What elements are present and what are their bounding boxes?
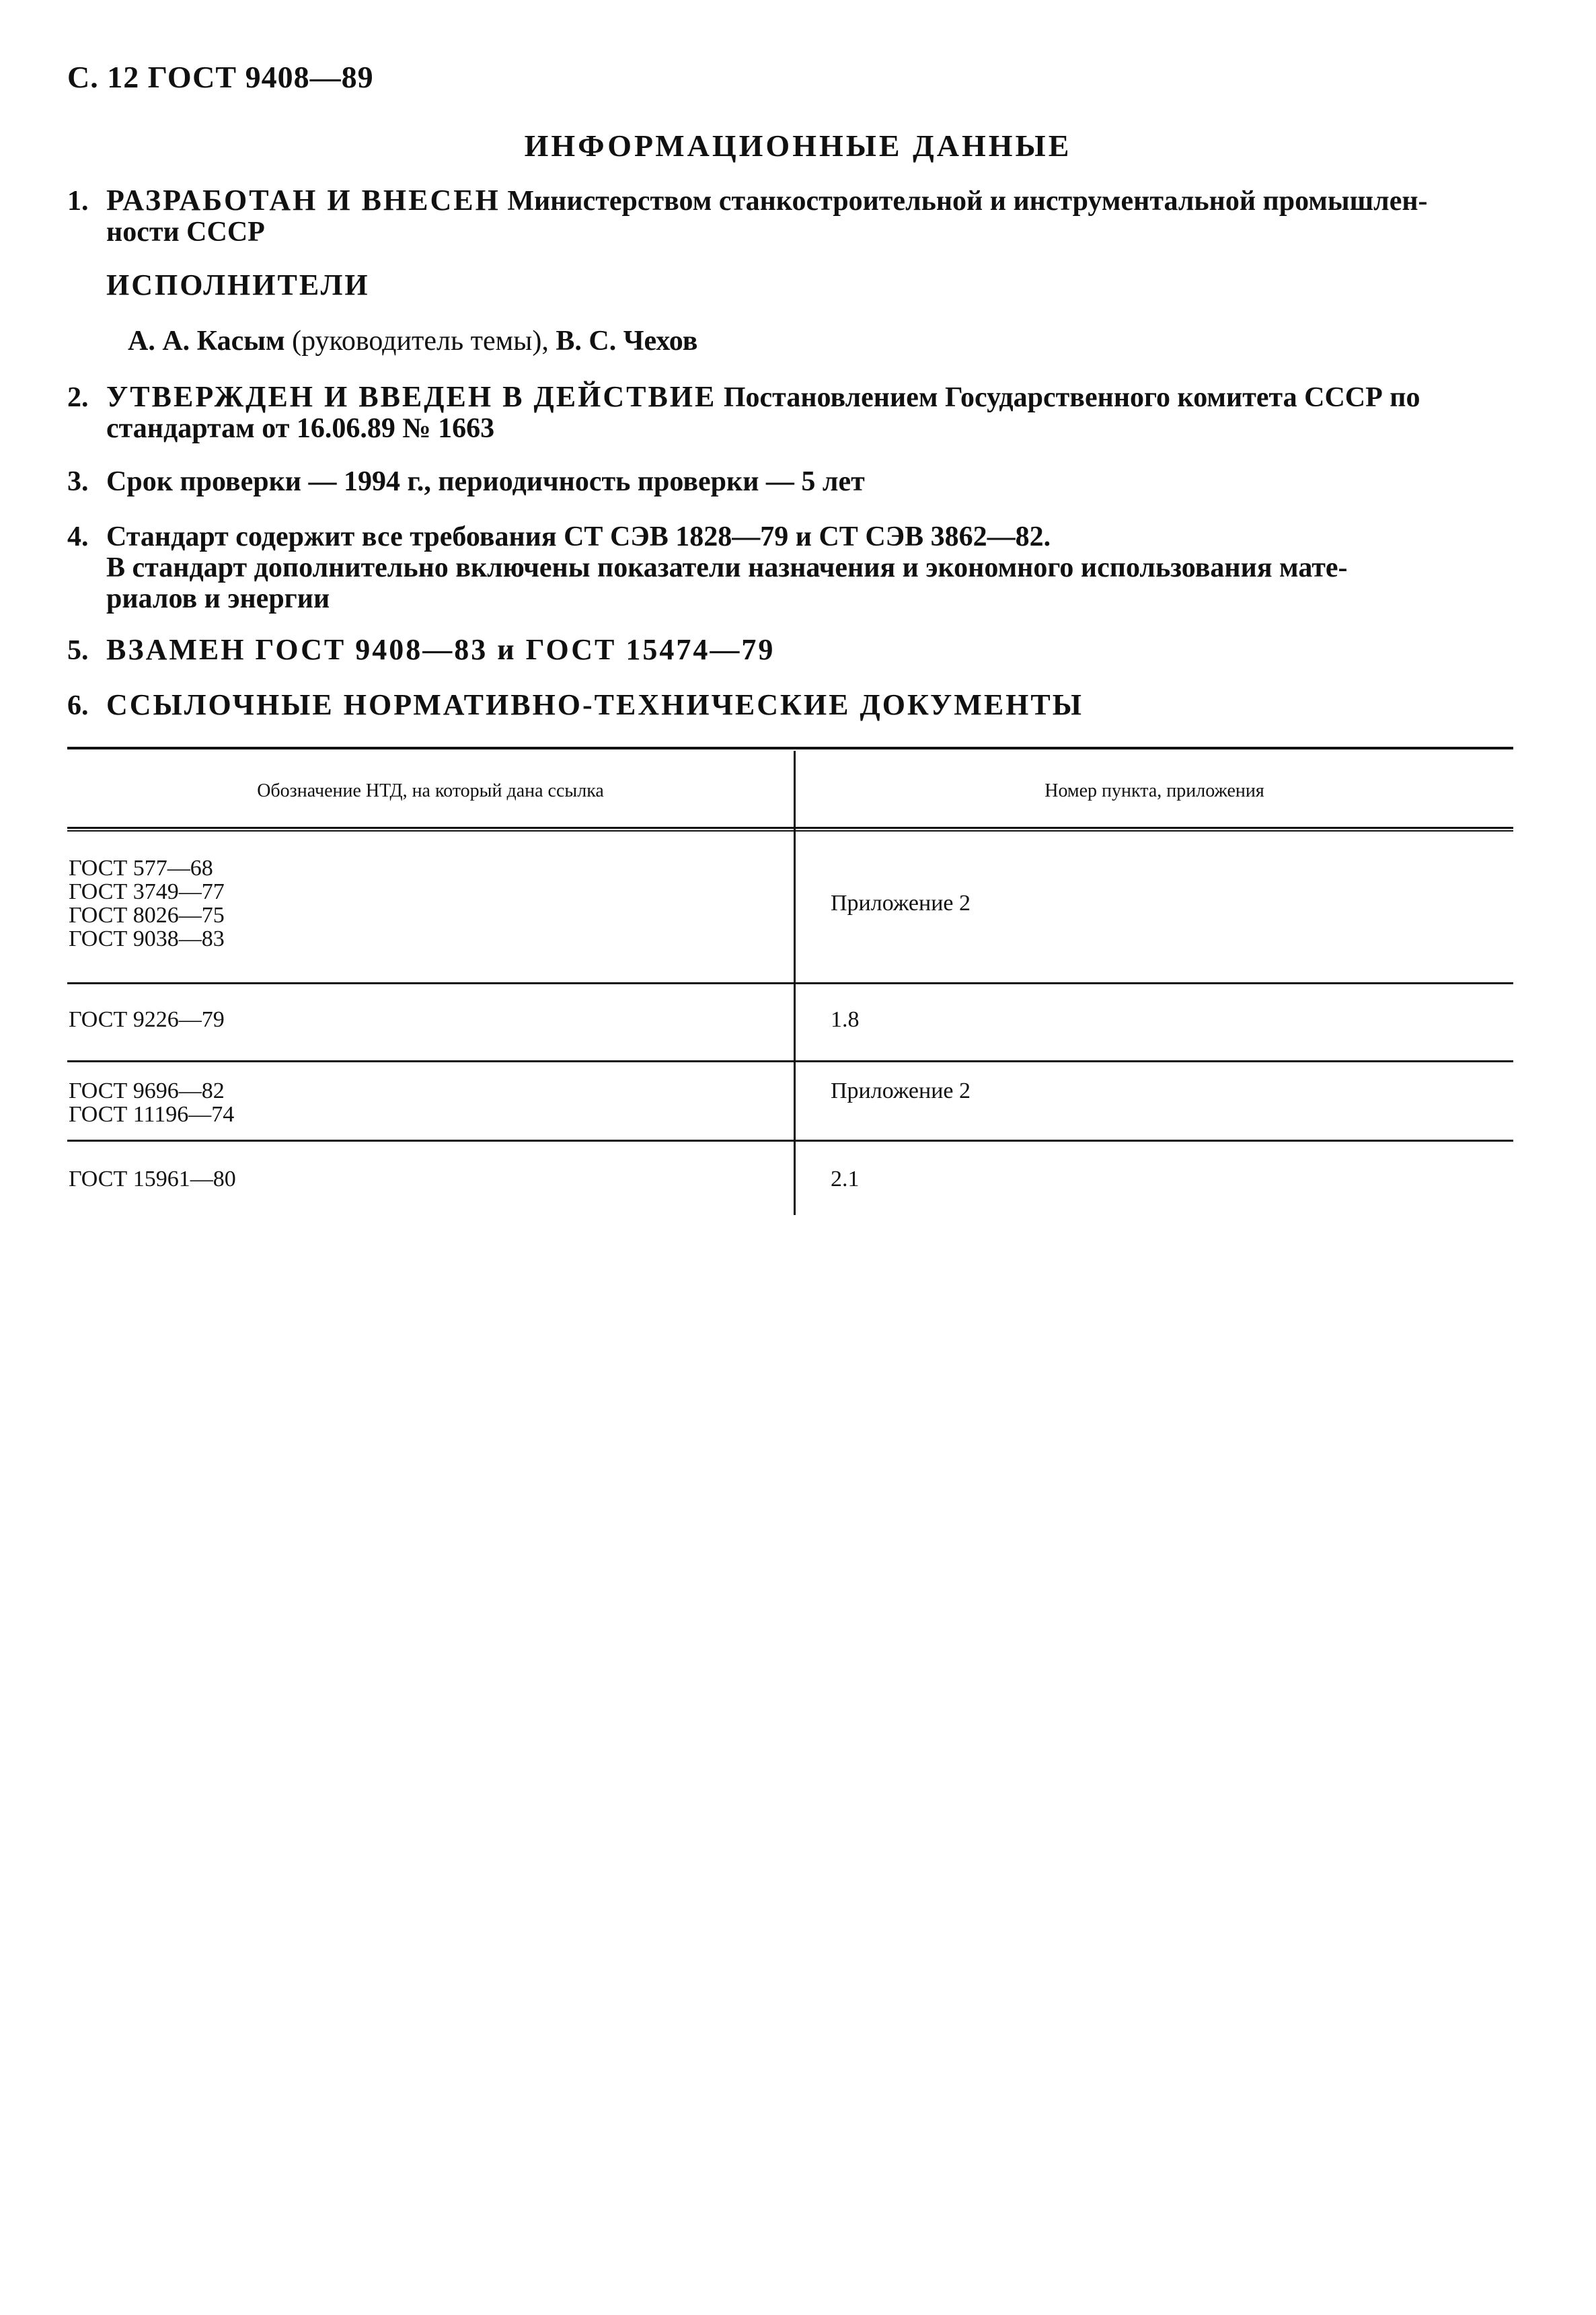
item-caps: РАЗРАБОТАН И ВНЕСЕН xyxy=(106,184,500,217)
info-item-4 xyxy=(67,521,1513,614)
info-item-1 xyxy=(67,185,1513,248)
item-continuation: В стандарт дополнительно включены показатели назначения и экономного использования мате- xyxy=(106,552,1348,583)
table-row-4-clause: 2.1 xyxy=(831,1167,860,1191)
item-number: 4. xyxy=(67,521,89,552)
ref-designation: ГОСТ 577—68 xyxy=(69,856,213,881)
table-row-1-clause: Приложение 2 xyxy=(831,891,971,916)
table-row-rule xyxy=(67,982,1513,984)
table-header-designation: Обозначение НТД, на который дана ссылка xyxy=(257,780,604,801)
table-row-2-clause: 1.8 xyxy=(831,1007,860,1032)
item-text: Постановлением Государственного комитета СССР по xyxy=(716,382,1420,413)
executor-role: (руководитель темы), xyxy=(284,326,556,357)
table-row-3-clause: Приложение 2 xyxy=(831,1078,971,1103)
info-item-2 xyxy=(67,381,1513,444)
item-number: 1. xyxy=(67,186,89,217)
page-header: С. 12 ГОСТ 9408—89 xyxy=(67,60,374,94)
page-title: ИНФОРМАЦИОННЫЕ ДАННЫЕ xyxy=(524,128,1072,163)
table-row-4-refs xyxy=(69,1167,236,1191)
item-number: 3. xyxy=(67,466,89,497)
table-header-rule xyxy=(67,830,1513,832)
item-text: Стандарт содержит все требования СТ СЭВ 1828—79 и СТ СЭВ 3862—82. xyxy=(106,521,1051,552)
table-row-2-refs xyxy=(69,1008,225,1031)
table-header-clause: Номер пункта, приложения xyxy=(1044,780,1264,801)
ref-designation: ГОСТ 15961—80 xyxy=(69,1167,236,1191)
info-item-6 xyxy=(67,690,1513,721)
item-continuation: риалов и энергии xyxy=(106,583,330,614)
item-number: 6. xyxy=(67,690,89,721)
table-row-1-refs xyxy=(69,856,225,951)
ref-designation: ГОСТ 3749—77 xyxy=(69,879,225,904)
info-item-3 xyxy=(67,466,1513,497)
item-number: 2. xyxy=(67,382,89,413)
table-top-rule xyxy=(67,747,1513,749)
item-caps: ССЫЛОЧНЫЕ НОРМАТИВНО-ТЕХНИЧЕСКИЕ ДОКУМЕНТЫ xyxy=(106,688,1084,721)
item-caps: УТВЕРЖДЕН И ВВЕДЕН В ДЕЙСТВИЕ xyxy=(106,380,717,413)
item-continuation: стандартам от 16.06.89 № 1663 xyxy=(106,413,495,444)
info-item-5 xyxy=(67,634,1513,666)
executor-name: А. А. Касым xyxy=(128,326,285,357)
ref-designation: ГОСТ 11196—74 xyxy=(69,1102,235,1127)
executor-name: В. С. Чехов xyxy=(556,326,698,357)
item-text: Срок проверки — 1994 г., периодичность проверки — 5 лет xyxy=(106,466,865,497)
ref-designation: ГОСТ 9226—79 xyxy=(69,1007,225,1032)
table-row-rule xyxy=(67,1140,1513,1142)
ref-designation: ГОСТ 9038—83 xyxy=(69,926,225,951)
ref-designation: ГОСТ 8026—75 xyxy=(69,903,225,928)
executors-heading: ИСПОЛНИТЕЛИ xyxy=(106,268,370,301)
table-header-rule xyxy=(67,827,1513,829)
item-number: 5. xyxy=(67,635,89,666)
item-continuation: ности СССР xyxy=(106,217,265,248)
item-caps: ВЗАМЕН ГОСТ 9408—83 и ГОСТ 15474—79 xyxy=(106,633,775,666)
reference-documents-table xyxy=(67,747,1513,1218)
table-row-3-refs xyxy=(69,1079,234,1126)
executors-list xyxy=(128,325,697,357)
item-text: Министерством станкостроительной и инструментальной промышлен- xyxy=(500,186,1428,217)
table-row-rule xyxy=(67,1060,1513,1062)
ref-designation: ГОСТ 9696—82 xyxy=(69,1078,225,1103)
